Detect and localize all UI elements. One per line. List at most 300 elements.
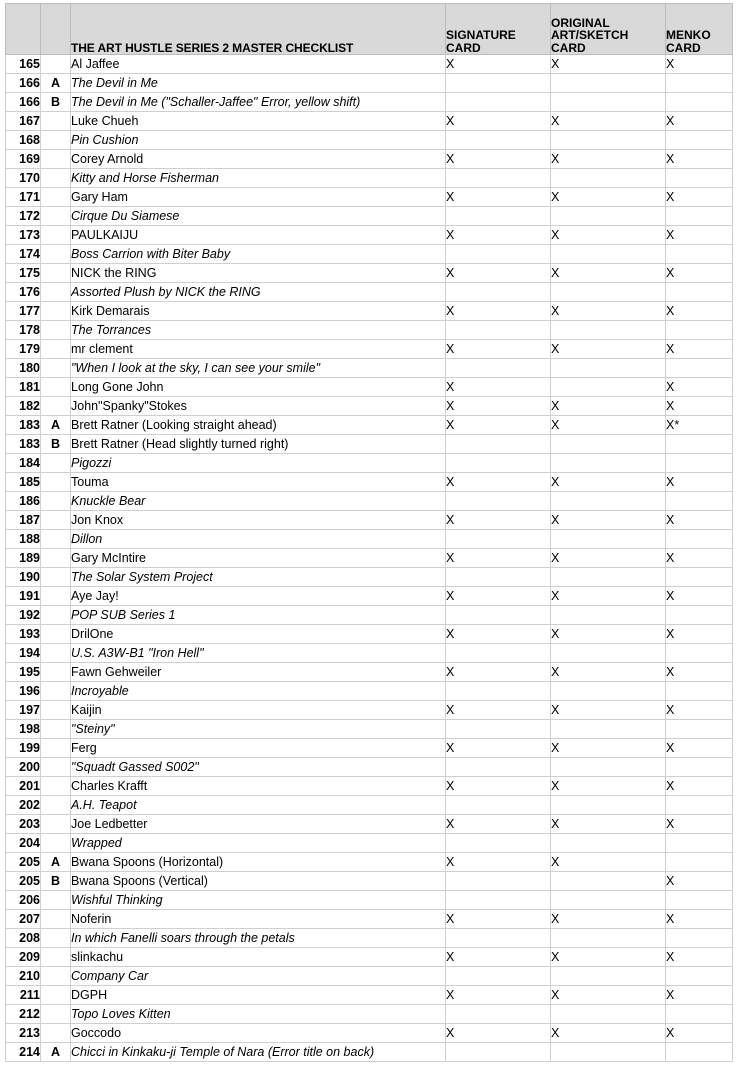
signature-mark-cell[interactable]: X bbox=[446, 302, 551, 321]
original-art-mark-cell[interactable] bbox=[551, 720, 666, 739]
original-art-mark-cell[interactable]: X bbox=[551, 226, 666, 245]
signature-mark-cell[interactable] bbox=[446, 644, 551, 663]
row-number-cell: 174 bbox=[6, 245, 41, 264]
row-title-cell: Kirk Demarais bbox=[71, 302, 446, 321]
header-variant-cell bbox=[41, 4, 71, 55]
signature-mark-cell[interactable] bbox=[446, 435, 551, 454]
original-art-mark-cell[interactable] bbox=[551, 283, 666, 302]
menko-mark-cell[interactable] bbox=[666, 169, 733, 188]
original-art-mark-cell[interactable] bbox=[551, 1043, 666, 1062]
original-art-mark-cell[interactable] bbox=[551, 568, 666, 587]
row-title-cell: Pin Cushion bbox=[71, 131, 446, 150]
row-number-cell: 172 bbox=[6, 207, 41, 226]
row-number-cell: 180 bbox=[6, 359, 41, 378]
menko-mark-cell[interactable] bbox=[666, 568, 733, 587]
menko-mark-cell[interactable]: X bbox=[666, 473, 733, 492]
menko-mark-cell[interactable]: X bbox=[666, 948, 733, 967]
menko-mark-cell[interactable] bbox=[666, 1043, 733, 1062]
menko-mark-cell[interactable]: X bbox=[666, 663, 733, 682]
original-art-mark-cell[interactable] bbox=[551, 435, 666, 454]
table-row bbox=[6, 416, 733, 435]
row-title-cell: Gary Ham bbox=[71, 188, 446, 207]
menko-mark-cell[interactable] bbox=[666, 454, 733, 473]
menko-mark-cell[interactable]: X bbox=[666, 302, 733, 321]
table-row bbox=[6, 682, 733, 701]
original-art-mark-cell[interactable] bbox=[551, 758, 666, 777]
original-art-mark-cell[interactable] bbox=[551, 359, 666, 378]
signature-mark-cell[interactable]: X bbox=[446, 416, 551, 435]
row-number-cell: 168 bbox=[6, 131, 41, 150]
menko-mark-cell[interactable] bbox=[666, 321, 733, 340]
original-art-mark-cell[interactable] bbox=[551, 131, 666, 150]
original-art-mark-cell[interactable]: X bbox=[551, 302, 666, 321]
table-row bbox=[6, 568, 733, 587]
row-number-cell: 183 bbox=[6, 435, 41, 454]
original-art-mark-cell[interactable] bbox=[551, 454, 666, 473]
signature-mark-cell[interactable]: X bbox=[446, 587, 551, 606]
table-row bbox=[6, 739, 733, 758]
row-number-cell: 178 bbox=[6, 321, 41, 340]
table-row bbox=[6, 245, 733, 264]
menko-mark-cell[interactable]: X bbox=[666, 226, 733, 245]
row-number-cell: 195 bbox=[6, 663, 41, 682]
row-variant-cell bbox=[41, 188, 71, 207]
signature-mark-cell[interactable]: X bbox=[446, 986, 551, 1005]
signature-mark-cell[interactable]: X bbox=[446, 549, 551, 568]
row-variant-cell bbox=[41, 625, 71, 644]
original-art-mark-cell[interactable] bbox=[551, 967, 666, 986]
original-art-mark-cell[interactable] bbox=[551, 796, 666, 815]
page-title: THE ART HUSTLE SERIES 2 MASTER CHECKLIST bbox=[71, 4, 446, 55]
original-art-mark-cell[interactable] bbox=[551, 606, 666, 625]
row-number-cell: 201 bbox=[6, 777, 41, 796]
menko-mark-cell[interactable] bbox=[666, 359, 733, 378]
row-title-cell: DrilOne bbox=[71, 625, 446, 644]
column-header-original-art: ORIGINAL ART/SKETCH CARD bbox=[551, 4, 666, 55]
signature-mark-cell[interactable]: X bbox=[446, 948, 551, 967]
original-art-mark-cell[interactable]: X bbox=[551, 739, 666, 758]
menko-mark-cell[interactable]: X bbox=[666, 397, 733, 416]
row-title-cell: Ferg bbox=[71, 739, 446, 758]
table-row bbox=[6, 1005, 733, 1024]
signature-mark-cell[interactable] bbox=[446, 834, 551, 853]
original-art-mark-cell[interactable] bbox=[551, 93, 666, 112]
row-title-cell: The Torrances bbox=[71, 321, 446, 340]
row-number-cell: 166 bbox=[6, 93, 41, 112]
row-variant-cell bbox=[41, 929, 71, 948]
row-title-cell: Boss Carrion with Biter Baby bbox=[71, 245, 446, 264]
menko-mark-cell[interactable]: X bbox=[666, 701, 733, 720]
original-art-mark-cell[interactable] bbox=[551, 321, 666, 340]
row-number-cell: 203 bbox=[6, 815, 41, 834]
table-row bbox=[6, 55, 733, 74]
menko-mark-cell[interactable]: X bbox=[666, 777, 733, 796]
signature-mark-cell[interactable]: X bbox=[446, 815, 551, 834]
menko-mark-cell[interactable]: X bbox=[666, 378, 733, 397]
row-variant-cell bbox=[41, 1005, 71, 1024]
table-row bbox=[6, 169, 733, 188]
row-number-cell: 182 bbox=[6, 397, 41, 416]
row-number-cell: 170 bbox=[6, 169, 41, 188]
menko-mark-cell[interactable] bbox=[666, 682, 733, 701]
signature-mark-cell[interactable]: X bbox=[446, 853, 551, 872]
signature-mark-cell[interactable]: X bbox=[446, 739, 551, 758]
row-title-cell: Brett Ratner (Head slightly turned right) bbox=[71, 435, 446, 454]
menko-mark-cell[interactable] bbox=[666, 530, 733, 549]
menko-mark-cell[interactable]: X bbox=[666, 150, 733, 169]
row-title-cell: Noferin bbox=[71, 910, 446, 929]
original-art-mark-cell[interactable]: X bbox=[551, 188, 666, 207]
menko-mark-cell[interactable]: X bbox=[666, 340, 733, 359]
row-number-cell: 208 bbox=[6, 929, 41, 948]
signature-mark-cell[interactable]: X bbox=[446, 701, 551, 720]
signature-mark-cell[interactable]: X bbox=[446, 55, 551, 74]
table-row bbox=[6, 359, 733, 378]
row-variant-cell bbox=[41, 530, 71, 549]
row-variant-cell: A bbox=[41, 416, 71, 435]
original-art-mark-cell[interactable] bbox=[551, 169, 666, 188]
row-variant-cell bbox=[41, 796, 71, 815]
signature-mark-cell[interactable] bbox=[446, 93, 551, 112]
row-variant-cell: B bbox=[41, 435, 71, 454]
row-number-cell: 177 bbox=[6, 302, 41, 321]
signature-mark-cell[interactable]: X bbox=[446, 264, 551, 283]
signature-mark-cell[interactable] bbox=[446, 872, 551, 891]
row-variant-cell bbox=[41, 112, 71, 131]
menko-mark-cell[interactable] bbox=[666, 435, 733, 454]
menko-mark-cell[interactable] bbox=[666, 834, 733, 853]
original-art-mark-cell[interactable] bbox=[551, 245, 666, 264]
menko-mark-cell[interactable] bbox=[666, 245, 733, 264]
menko-mark-cell[interactable]: X bbox=[666, 1024, 733, 1043]
menko-mark-cell[interactable]: X bbox=[666, 872, 733, 891]
row-number-cell: 194 bbox=[6, 644, 41, 663]
table-row bbox=[6, 644, 733, 663]
table-header bbox=[6, 4, 733, 55]
menko-mark-cell[interactable] bbox=[666, 967, 733, 986]
signature-mark-cell[interactable]: X bbox=[446, 1024, 551, 1043]
table-row bbox=[6, 492, 733, 511]
signature-mark-cell[interactable] bbox=[446, 169, 551, 188]
row-title-cell: Incroyable bbox=[71, 682, 446, 701]
menko-mark-cell[interactable] bbox=[666, 891, 733, 910]
menko-mark-cell[interactable]: X bbox=[666, 739, 733, 758]
table-row bbox=[6, 207, 733, 226]
original-art-mark-cell[interactable]: X bbox=[551, 663, 666, 682]
menko-mark-cell[interactable]: X bbox=[666, 549, 733, 568]
menko-mark-cell[interactable]: X bbox=[666, 264, 733, 283]
row-number-cell: 190 bbox=[6, 568, 41, 587]
row-variant-cell bbox=[41, 131, 71, 150]
row-variant-cell bbox=[41, 454, 71, 473]
menko-mark-cell[interactable]: X bbox=[666, 188, 733, 207]
row-title-cell: Fawn Gehweiler bbox=[71, 663, 446, 682]
menko-mark-cell[interactable] bbox=[666, 720, 733, 739]
original-art-mark-cell[interactable] bbox=[551, 872, 666, 891]
menko-mark-cell[interactable]: X bbox=[666, 112, 733, 131]
table-row bbox=[6, 891, 733, 910]
row-variant-cell bbox=[41, 986, 71, 1005]
menko-mark-cell[interactable] bbox=[666, 131, 733, 150]
original-art-mark-cell[interactable] bbox=[551, 682, 666, 701]
signature-mark-cell[interactable] bbox=[446, 530, 551, 549]
original-art-mark-cell[interactable] bbox=[551, 492, 666, 511]
original-art-mark-cell[interactable]: X bbox=[551, 625, 666, 644]
row-title-cell: "Steiny" bbox=[71, 720, 446, 739]
table-row bbox=[6, 872, 733, 891]
row-variant-cell bbox=[41, 207, 71, 226]
row-title-cell: Aye Jay! bbox=[71, 587, 446, 606]
signature-mark-cell[interactable] bbox=[446, 891, 551, 910]
signature-mark-cell[interactable]: X bbox=[446, 150, 551, 169]
row-title-cell: POP SUB Series 1 bbox=[71, 606, 446, 625]
table-row bbox=[6, 511, 733, 530]
row-title-cell: The Devil in Me bbox=[71, 74, 446, 93]
row-number-cell: 169 bbox=[6, 150, 41, 169]
table-row bbox=[6, 986, 733, 1005]
original-art-mark-cell[interactable]: X bbox=[551, 511, 666, 530]
menko-mark-cell[interactable]: X bbox=[666, 910, 733, 929]
row-variant-cell bbox=[41, 758, 71, 777]
menko-mark-cell[interactable] bbox=[666, 929, 733, 948]
menko-mark-cell[interactable]: X bbox=[666, 511, 733, 530]
table-row bbox=[6, 397, 733, 416]
row-title-cell: Wrapped bbox=[71, 834, 446, 853]
row-title-cell: The Devil in Me ("Schaller-Jaffee" Error, yellow shift) bbox=[71, 93, 446, 112]
signature-mark-cell[interactable]: X bbox=[446, 473, 551, 492]
table-row bbox=[6, 720, 733, 739]
row-variant-cell bbox=[41, 948, 71, 967]
original-art-mark-cell[interactable] bbox=[551, 207, 666, 226]
signature-mark-cell[interactable] bbox=[446, 967, 551, 986]
table-row bbox=[6, 929, 733, 948]
signature-mark-cell[interactable] bbox=[446, 929, 551, 948]
signature-mark-cell[interactable]: X bbox=[446, 112, 551, 131]
row-variant-cell bbox=[41, 340, 71, 359]
table-row bbox=[6, 473, 733, 492]
table-row bbox=[6, 283, 733, 302]
row-variant-cell bbox=[41, 587, 71, 606]
row-title-cell: Topo Loves Kitten bbox=[71, 1005, 446, 1024]
row-number-cell: 209 bbox=[6, 948, 41, 967]
original-art-mark-cell[interactable]: X bbox=[551, 853, 666, 872]
original-art-mark-cell[interactable]: X bbox=[551, 416, 666, 435]
row-variant-cell bbox=[41, 150, 71, 169]
row-title-cell: Kitty and Horse Fisherman bbox=[71, 169, 446, 188]
menko-mark-cell[interactable] bbox=[666, 283, 733, 302]
original-art-mark-cell[interactable] bbox=[551, 74, 666, 93]
row-number-cell: 193 bbox=[6, 625, 41, 644]
row-title-cell: Luke Chueh bbox=[71, 112, 446, 131]
row-title-cell: Pigozzi bbox=[71, 454, 446, 473]
signature-mark-cell[interactable] bbox=[446, 758, 551, 777]
row-number-cell: 167 bbox=[6, 112, 41, 131]
menko-mark-cell[interactable] bbox=[666, 93, 733, 112]
original-art-mark-cell[interactable]: X bbox=[551, 264, 666, 283]
row-variant-cell bbox=[41, 511, 71, 530]
signature-mark-cell[interactable]: X bbox=[446, 340, 551, 359]
row-variant-cell bbox=[41, 663, 71, 682]
table-row bbox=[6, 796, 733, 815]
row-variant-cell bbox=[41, 321, 71, 340]
original-art-mark-cell[interactable]: X bbox=[551, 1024, 666, 1043]
signature-mark-cell[interactable] bbox=[446, 606, 551, 625]
menko-mark-cell[interactable] bbox=[666, 606, 733, 625]
original-art-mark-cell[interactable] bbox=[551, 929, 666, 948]
menko-mark-cell[interactable] bbox=[666, 207, 733, 226]
table-row bbox=[6, 948, 733, 967]
signature-mark-cell[interactable] bbox=[446, 682, 551, 701]
table-row bbox=[6, 853, 733, 872]
signature-mark-cell[interactable]: X bbox=[446, 226, 551, 245]
signature-mark-cell[interactable] bbox=[446, 245, 551, 264]
checklist-table bbox=[5, 3, 733, 1062]
row-number-cell: 183 bbox=[6, 416, 41, 435]
table-row bbox=[6, 264, 733, 283]
menko-mark-cell[interactable]: X bbox=[666, 625, 733, 644]
menko-mark-cell[interactable]: X bbox=[666, 986, 733, 1005]
original-art-mark-cell[interactable] bbox=[551, 530, 666, 549]
signature-mark-cell[interactable] bbox=[446, 492, 551, 511]
menko-mark-cell[interactable] bbox=[666, 1005, 733, 1024]
signature-mark-cell[interactable] bbox=[446, 131, 551, 150]
row-number-cell: 188 bbox=[6, 530, 41, 549]
table-row bbox=[6, 435, 733, 454]
signature-mark-cell[interactable]: X bbox=[446, 511, 551, 530]
original-art-mark-cell[interactable]: X bbox=[551, 986, 666, 1005]
original-art-mark-cell[interactable]: X bbox=[551, 815, 666, 834]
table-row bbox=[6, 625, 733, 644]
original-art-mark-cell[interactable]: X bbox=[551, 549, 666, 568]
original-art-mark-cell[interactable] bbox=[551, 834, 666, 853]
menko-mark-cell[interactable]: X bbox=[666, 55, 733, 74]
original-art-mark-cell[interactable]: X bbox=[551, 910, 666, 929]
original-art-mark-cell[interactable]: X bbox=[551, 55, 666, 74]
original-art-mark-cell[interactable] bbox=[551, 1005, 666, 1024]
original-art-mark-cell[interactable]: X bbox=[551, 587, 666, 606]
signature-mark-cell[interactable] bbox=[446, 74, 551, 93]
row-title-cell: Assorted Plush by NICK the RING bbox=[71, 283, 446, 302]
signature-mark-cell[interactable] bbox=[446, 359, 551, 378]
row-variant-cell bbox=[41, 644, 71, 663]
menko-mark-cell[interactable] bbox=[666, 644, 733, 663]
row-number-cell: 211 bbox=[6, 986, 41, 1005]
table-row bbox=[6, 1043, 733, 1062]
row-variant-cell bbox=[41, 397, 71, 416]
menko-mark-cell[interactable] bbox=[666, 796, 733, 815]
menko-mark-cell[interactable]: X bbox=[666, 815, 733, 834]
original-art-mark-cell[interactable] bbox=[551, 891, 666, 910]
row-variant-cell: A bbox=[41, 74, 71, 93]
menko-mark-cell[interactable] bbox=[666, 853, 733, 872]
original-art-mark-cell[interactable]: X bbox=[551, 701, 666, 720]
original-art-mark-cell[interactable]: X bbox=[551, 112, 666, 131]
signature-mark-cell[interactable] bbox=[446, 720, 551, 739]
signature-mark-cell[interactable]: X bbox=[446, 188, 551, 207]
table-row bbox=[6, 834, 733, 853]
table-row bbox=[6, 378, 733, 397]
row-variant-cell bbox=[41, 359, 71, 378]
table-body bbox=[6, 55, 733, 1062]
signature-mark-cell[interactable] bbox=[446, 1043, 551, 1062]
row-title-cell: Company Car bbox=[71, 967, 446, 986]
row-number-cell: 173 bbox=[6, 226, 41, 245]
row-number-cell: 207 bbox=[6, 910, 41, 929]
original-art-mark-cell[interactable]: X bbox=[551, 473, 666, 492]
signature-mark-cell[interactable]: X bbox=[446, 777, 551, 796]
row-title-cell: Cirque Du Siamese bbox=[71, 207, 446, 226]
menko-mark-cell[interactable]: X bbox=[666, 587, 733, 606]
table-row bbox=[6, 150, 733, 169]
row-variant-cell bbox=[41, 378, 71, 397]
row-title-cell: Kaijin bbox=[71, 701, 446, 720]
original-art-mark-cell[interactable]: X bbox=[551, 948, 666, 967]
original-art-mark-cell[interactable]: X bbox=[551, 150, 666, 169]
signature-mark-cell[interactable] bbox=[446, 1005, 551, 1024]
header-row bbox=[6, 4, 733, 55]
row-number-cell: 214 bbox=[6, 1043, 41, 1062]
row-variant-cell bbox=[41, 226, 71, 245]
menko-mark-cell[interactable]: X* bbox=[666, 416, 733, 435]
menko-mark-cell[interactable] bbox=[666, 758, 733, 777]
row-title-cell: Chicci in Kinkaku-ji Temple of Nara (Error title on back) bbox=[71, 1043, 446, 1062]
row-number-cell: 202 bbox=[6, 796, 41, 815]
row-number-cell: 165 bbox=[6, 55, 41, 74]
table-row bbox=[6, 701, 733, 720]
signature-mark-cell[interactable] bbox=[446, 454, 551, 473]
row-variant-cell bbox=[41, 777, 71, 796]
signature-mark-cell[interactable]: X bbox=[446, 910, 551, 929]
table-row bbox=[6, 93, 733, 112]
row-title-cell: Bwana Spoons (Vertical) bbox=[71, 872, 446, 891]
signature-mark-cell[interactable] bbox=[446, 321, 551, 340]
original-art-mark-cell[interactable]: X bbox=[551, 777, 666, 796]
signature-mark-cell[interactable] bbox=[446, 207, 551, 226]
table-row bbox=[6, 112, 733, 131]
original-art-mark-cell[interactable] bbox=[551, 644, 666, 663]
original-art-mark-cell[interactable]: X bbox=[551, 397, 666, 416]
row-variant-cell bbox=[41, 1024, 71, 1043]
row-title-cell: "Squadt Gassed S002" bbox=[71, 758, 446, 777]
table-row bbox=[6, 530, 733, 549]
row-number-cell: 166 bbox=[6, 74, 41, 93]
signature-mark-cell[interactable]: X bbox=[446, 378, 551, 397]
signature-mark-cell[interactable]: X bbox=[446, 663, 551, 682]
row-variant-cell bbox=[41, 834, 71, 853]
original-art-mark-cell[interactable] bbox=[551, 378, 666, 397]
signature-mark-cell[interactable]: X bbox=[446, 397, 551, 416]
row-variant-cell bbox=[41, 283, 71, 302]
row-number-cell: 210 bbox=[6, 967, 41, 986]
menko-mark-cell[interactable] bbox=[666, 492, 733, 511]
row-variant-cell bbox=[41, 720, 71, 739]
original-art-mark-cell[interactable]: X bbox=[551, 340, 666, 359]
row-title-cell: The Solar System Project bbox=[71, 568, 446, 587]
row-variant-cell bbox=[41, 169, 71, 188]
signature-mark-cell[interactable] bbox=[446, 568, 551, 587]
signature-mark-cell[interactable]: X bbox=[446, 625, 551, 644]
row-number-cell: 171 bbox=[6, 188, 41, 207]
row-number-cell: 184 bbox=[6, 454, 41, 473]
signature-mark-cell[interactable] bbox=[446, 283, 551, 302]
signature-mark-cell[interactable] bbox=[446, 796, 551, 815]
menko-mark-cell[interactable] bbox=[666, 74, 733, 93]
table-row bbox=[6, 74, 733, 93]
table-row bbox=[6, 910, 733, 929]
row-number-cell: 186 bbox=[6, 492, 41, 511]
table-row bbox=[6, 606, 733, 625]
row-variant-cell bbox=[41, 910, 71, 929]
